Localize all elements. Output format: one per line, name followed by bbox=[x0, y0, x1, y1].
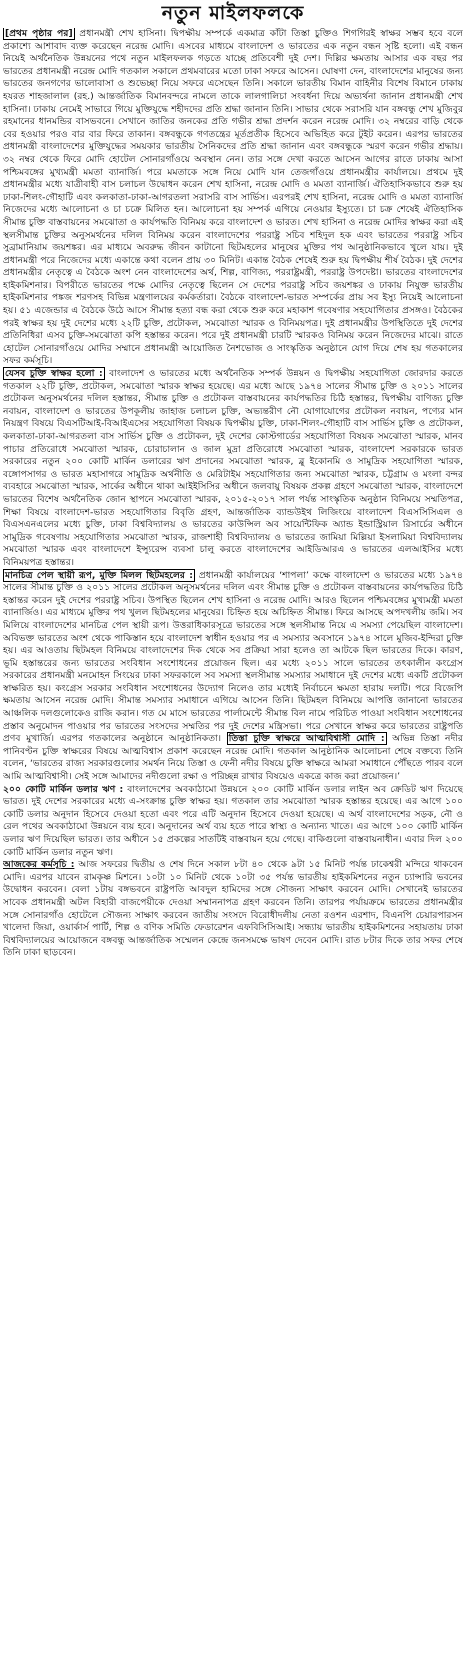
section-heading: ২০০ কোটি মার্কিন ডলার ঋণ : bbox=[3, 783, 124, 795]
section-heading: মানচিত্র পেল স্থায়ী রূপ, মুক্তি মিলল ছিটমহলের : bbox=[5, 569, 193, 581]
article-section-loan bbox=[3, 784, 463, 860]
section-text: বাংলাদেশ ও ভারতের মধ্যে অর্থনৈতিক সম্পর্ক উন্নয়ন ও দ্বিপক্ষীয় সহযোগিতা জোরদার করতে গতকাল ২২টি চুক্তি, প্রটোকল, সমঝোতা স্মারক স্বাক্ষর হয়েছে। এর মধ্যে আছে ১৯৭৪ সালের সীমান্ত চুক্তি ও ২০১১ সালের প্রটোকল অনুসমর্থনের দলিল হস্তান্তর, সীমান্ত চুক্তি ও প্রটোকল বাস্তবায়নের কার্যপদ্ধতির চিঠি হস্তান্তর, দ্বিপক্ষীয় বাণিজ্য চুক্তি নবায়ন, বাংলাদেশ ও ভারতের উপকূলীয় জাহাজ চলাচল চুক্তি, অভ্যন্তরীণ নৌ যোগাযোগের প্রটোকল নবায়ন, পণ্যের মান নিয়ন্ত্রণ বিষয়ে বিএসটিআই-বিআইএসের সহযোগিতা বিষয়ক দ্বিপক্ষীয় চুক্তি, ঢাকা-শিলং-গৌহাটি বাস সার্ভিস চুক্তি ও প্রটোকল, কলকাতা-ঢাকা-আগরতলা বাস সার্ভিস চুক্তি ও প্রটোকল, দুই দেশের কোস্টগার্ডের সহযোগিতা বিষয়ক সমঝোতা স্মারক, মানব পাচার প্রতিরোধে সমঝোতা স্মারক, চোরাচালান ও জাল মুদ্রা প্রতিরোধে সমঝোতা স্মারক, বাংলাদেশ সরকারকে ভারত সরকারের নতুন ২০০ কোটি মার্কিন ডলারের ঋণ প্রদানের সমঝোতা স্মারক, ব্লু ইকোনমি ও সামুদ্রিক সহযোগিতা স্মারক, বঙ্গোপসাগর ও ভারত মহাসাগরে সামুদ্রিক অর্থনীতি ও মেরিটাইম সহযোগিতার জন্য সমঝোতা স্মারক, চট্টগ্রাম ও মংলা বন্দর ব্যবহারে সমঝোতা স্মারক, সার্কের অধীনে থাকা আইইসিসির অধীনে জলবায়ু বিষয়ক প্রকল্প গ্রহণে সমঝোতা স্মারক, বাংলাদেশে ভারতের বিশেষ অর্থনৈতিক জোন স্থাপনে সমঝোতা স্মারক, ২০১৫-২০১৭ সাল পর্যন্ত সাংস্কৃতিক অনুষ্ঠান বিনিময়ে সম্মতিপত্র, শিক্ষা বিষয়ে বাংলাদেশ-ভারত সহযোগিতার বিবৃতি গ্রহণ, আন্তর্জাতিক ব্যান্ডউইথ লিজিংয়ে বাংলাদেশ বিএসসিসিএল ও বিএসএনএলের মধ্যে চুক্তি, ঢাকা বিশ্ববিদ্যালয় ও ভারতের কাউন্সিল অব সায়েন্টিফিক অ্যান্ড ইন্ডাস্ট্রিয়াল রিসার্চের অধীনে সামুদ্রিক গবেষণায় সহযোগিতার সমঝোতা স্মারক, রাজশাহী বিশ্ববিদ্যালয় ও ভারতের জামিয়া মিল্লিয়া ইসলামিয়া বিশ্ববিদ্যালয় সমঝোতা স্মারক এবং বাংলাদেশে ইন্স্যুরেন্স ব্যবসা চালু করতে বাংলাদেশের আইডিআরএ ও ভারতের এলআইসির মধ্যে বিনিময়পত্র হস্তান্তর। bbox=[3, 368, 463, 568]
section-text: অভিন্ন তিস্তা নদীর পানিবণ্টন চুক্তি স্বাক্ষরের বিষয়ে আত্মবিশ্বাস প্রকাশ করেছেন নরেন্দ্র মোদি। গতকাল আনুষ্ঠানিক আলোচনা শেষে বক্তব্যে তিনি বলেন, ‘ভারতের রাজ্য সরকারগুলোর সমর্থন নিয়ে তিস্তা ও ফেনী নদীর বিষয়ে চুক্তি স্বাক্ষরে আমরা সমাধানে পৌঁছতে পারব বলে আমি আত্মবিশ্বাসী। সেই সঙ্গে আমাদের নদীগুলো রক্ষা ও পরিচ্ছন্ন রাখার বিষয়েও একত্রে কাজ করা প্রয়োজন।’ bbox=[3, 733, 463, 783]
article-section-agreements bbox=[3, 368, 463, 570]
section-heading: যেসব চুক্তি স্বাক্ষর হলো : bbox=[5, 368, 103, 380]
article-body bbox=[3, 28, 463, 1663]
section-text: আজ সফরের দ্বিতীয় ও শেষ দিনে সকাল ৮টা ৪০ থেকে ৯টা ১৫ মিনিট পর্যন্ত ঢাকেশ্বরী মন্দিরে থাকবেন মোদি। এরপর যাবেন রামকৃষ্ণ মিশনে। ১০টা ১০ মিনিট থেকে ১০টা ৩৫ পর্যন্ত ভারতীয় হাইকমিশনের নতুন চ্যান্সারি ভবনের উদ্বোধন করবেন। বেলা ১টায় বঙ্গভবনে রাষ্ট্রপতি আবদুল হামিদের সঙ্গে সৌজন্য সাক্ষাৎ করবেন মোদি। সেখানেই ভারতের সাবেক প্রধানমন্ত্রী অটল বিহারী বাজপেয়ীকে দেওয়া সম্মাননাপত্র গ্রহণ করবেন তিনি। তারপর পর্যায়ক্রমে ভারতের প্রধানমন্ত্রীর সঙ্গে সোনারগাঁও হোটেলে সৌজন্য সাক্ষাৎ করবেন জাতীয় সংসদে বিরোধীদলীয় নেতা রওশন এরশাদ, বিএনপি চেয়ারপারসন খালেদা জিয়া, ওয়ার্কার্স পার্টি, শিল্প ও বণিক সমিতি ফেডারেশন এফবিসিসিআই। সন্ধ্যায় ভারতীয় হাইকমিশনের সহায়তায় ঢাকা বিশ্ববিদ্যালয়ের আয়োজনে বঙ্গবন্ধু আন্তর্জাতিক সম্মেলন কেন্দ্রে জনসমক্ষে ভাষণ দেবেন মোদি। রাত ৮টার দিকে তার সফর শেষে তিনি ঢাকা ছাড়বেন। bbox=[3, 859, 463, 959]
article-headline: নতুন মাইলফলকে bbox=[161, 2, 305, 24]
article-section-map bbox=[3, 570, 463, 784]
section-text: প্রধানমন্ত্রী কার্যালয়ের ‘শাপলা’ কক্ষে বাংলাদেশ ও ভারতের মধ্যে ১৯৭৪ সালের সীমান্ত চুক্তি ও ২০১১ সালের প্রটোকল অনুসমর্থনের দলিল এবং সীমান্ত চুক্তি ও প্রটোকল বাস্তবায়নের কার্যপদ্ধতির চিঠি হস্তান্তর করেন দুই দেশের পররাষ্ট্র সচিব। উপস্থিত ছিলেন শেখ হাসিনা ও নরেন্দ্র মোদি। আরও ছিলেন পশ্চিমবঙ্গের মুখ্যমন্ত্রী মমতা ব্যানার্জিও। এর মাধ্যমে মুক্তির পথ খুলল ছিটমহলের মানুষের। চিহ্নিত হয়ে অচিহ্নিত সীমান্ত। ফিরে আসছে অপদখলীয় জমি। সব মিলিয়ে বাংলাদেশের মানচিত্র পেল স্থায়ী রূপ। উত্তরাধিকারসূত্রে ভারতের সঙ্গে স্থলসীমান্ত নিয়ে এ সমস্যা পেয়েছিল বাংলাদেশ। অবিভক্ত ভারতের অংশ থেকে পাকিস্তান হয়ে বাংলাদেশ স্বাধীন হওয়ার পর এ সমস্যার অবসানে ১৯৭৪ সালে মুজিব-ইন্দিরা চুক্তি হয়। এর আওতায় ছিটমহল বিনিময়ে বাংলাদেশের দিক থেকে সব প্রক্রিয়া সারা হলেও তা আটকে ছিল ভারতের দিকে। কারণ, ভূমি হস্তান্তরের জন্য ভারতের সংবিধান সংশোধনের প্রয়োজন ছিল। এর মধ্যে ২০১১ সালে ভারতের তৎকালীন কংগ্রেস সরকারের প্রধানমন্ত্রী মনমোহন সিংয়ের ঢাকা সফরকালে সব সমস্যা স্থলসীমান্ত সমস্যার সমাধানে দুই দেশের মধ্যে একটি প্রটোকল স্বাক্ষরিত হয়। কংগ্রেস সরকার সংবিধান সংশোধনের উদ্যোগ নিলেও তার মধ্যেই নির্বাচনে ক্ষমতা হারায় দলটি। পরে বিজেপি ক্ষমতায় আসেন নরেন্দ্র মোদি। সীমান্ত সমস্যার সমাধানে এগিয়ে আসেন তিনি। ছিটমহল বিনিময়ে আপত্তি জানানো ভারতের আঞ্চলিক দলগুলোকেও রাজি করান। গত মে মাসে ভারতের পার্লামেন্টে সীমান্ত বিল নামে পরিচিত পাওয়া সংবিধান সংশোধনের প্রস্তাব অনুমোদন পাওয়ার পর ভারতের সংসদের সম্মতির পর দুই দেশের মন্ত্রিসভা। পরে সেখানে স্বাক্ষর করে ভারতের রাষ্ট্রপতি প্রণব মুখার্জি। এরপর গতকালের অনুষ্ঠানে আনুষ্ঠানিকতা। bbox=[3, 569, 463, 745]
section-text: প্রধানমন্ত্রী শেখ হাসিনা। দ্বিপক্ষীয় সম্পর্কে একমাত্র কাঁটা তিস্তা চুক্তিও শিগগিরই স্বাক্ষর সম্ভব হবে বলে প্রকাশ্যে আশাবাদ ব্যক্ত করেছেন নরেন্দ্র মোদি। এসবের মাধ্যমে বাংলাদেশ ও ভারতের এক নতুন বন্ধন সৃষ্টি হলো। এই বন্ধন নিয়েই অর্থনৈতিক উন্নয়নের পথে নতুন মাইলফলক গড়তে যাচ্ছে প্রতিবেশী দুই দেশ। দিল্লির ক্ষমতায় আসার এক বছর পর ভারতের প্রধানমন্ত্রী নরেন্দ্র মোদি গতকাল সকালে প্রথমবারের মতো ঢাকা সফরে আসেন। ঘোষণা দেন, বাংলাদেশের মানুষের জন্য ভারতের জনগণের ভালোবাসা ও শুভেচ্ছা নিয়ে সফরে এসেছেন তিনি। সকালে ভারতীয় বিমান বাহিনীর বিশেষ বিমানে ঢাকায় হযরত শাহজালাল (রহ.) আন্তর্জাতিক বিমানবন্দরে নামলে তাকে লালগালিচা সংবর্ধনা দিয়ে অভ্যর্থনা জানান প্রধানমন্ত্রী শেখ হাসিনা। ঢাকায় নেমেই সাভারে গিয়ে মুক্তিযুদ্ধে শহীদদের প্রতি শ্রদ্ধা জানান তিনি। সাভার থেকে সরাসরি যান বঙ্গবন্ধু শেখ মুজিবুর রহমানের ধানমন্ডির বাসভবনে। সেখানে জাতির জনকের প্রতি গভীর শ্রদ্ধা প্রদর্শন করেন নরেন্দ্র মোদি। ৩২ নম্বরের বাড়ি থেকে বের হওয়ার পরও বার বার ফিরে তাকান। বঙ্গবন্ধুকে গণতন্ত্রের মূর্তপ্রতীক হিসেবে অভিহিত করে টুইট করেন। এরপর ভারতের প্রধানমন্ত্রী বাংলাদেশের মুক্তিযুদ্ধের সময়কার ভারতীয় সৈনিকদের প্রতি শ্রদ্ধা জানান এবং বঙ্গবন্ধুকে স্মরণ করেন গভীর শ্রদ্ধায়। ৩২ নম্বর থেকে ফিরে মোদি হোটেল সোনারগাঁওয়ে অবস্থান নেন। তার সঙ্গে দেখা করতে আসেন আগের রাতে ঢাকায় আসা পশ্চিমবঙ্গের মুখ্যমন্ত্রী মমতা ব্যানার্জি। পরে মমতাকে সঙ্গে নিয়ে মোদি যান তেজগাঁওয়ে প্রধানমন্ত্রীর কার্যালয়ে। প্রথমে দুই প্রধানমন্ত্রীর মধ্যে যাত্রীবাহী বাস চলাচল উদ্বোধন করেন শেখ হাসিনা, নরেন্দ্র মোদি ও মমতা ব্যানার্জি। ঐতিহাসিকভাবে শুরু হয় ঢাকা-শিলং-গৌহাটি এবং কলকাতা-ঢাকা-আগরতলা সরাসরি বাস সার্ভিস। এরপরই শেখ হাসিনা, নরেন্দ্র মোদি ও মমতা ব্যানার্জি নিজেদের মধ্যে আলোচনা ও চা চক্রে মিলিত হন। আলোচনা হয় সম্পর্ক এগিয়ে নেওয়ার ইস্যুতে। চা চক্র শেষেই ঐতিহাসিক সীমান্ত চুক্তি বাস্তবায়নের সমঝোতা ও কার্যপদ্ধতি বিনিময় করে বাংলাদেশ ও ভারত। শেখ হাসিনা ও নরেন্দ্র মোদির স্বাক্ষর করা এই স্থলসীমান্ত চুক্তির অনুসমর্থনের দলিল বিনিময় করেন বাংলাদেশের পররাষ্ট্র সচিব শহিদুল হক এবং ভারতের পররাষ্ট্র সচিব সুব্রামানিয়াম জয়শঙ্কর। এর মাধ্যমে অবরুদ্ধ জীবন কাটানো ছিটমহলের মানুষের মুক্তির পথ আনুষ্ঠানিকভাবে খুলে যায়। দুই প্রধানমন্ত্রী পরে নিজেদের মধ্যে একান্তে কথা বলেন প্রায় ৩০ মিনিট। একান্ত বৈঠক শেষেই শুরু হয় দ্বিপক্ষীয় শীর্ষ বৈঠক। দুই দেশের প্রধানমন্ত্রীর নেতৃত্বে এ বৈঠকে অংশ নেন বাংলাদেশের অর্থ, শিল্প, বাণিজ্য, পররাষ্ট্রমন্ত্রী, পররাষ্ট্র উপদেষ্টা। ভারতের বাংলাদেশের হাইকমিশনার। বিপরীতে ভারতের পক্ষে মোদির নেতৃত্বে ছিলেন সে দেশের পররাষ্ট্র সচিব জয়শঙ্কর ও ঢাকায় নিযুক্ত ভারতীয় হাইকমিশনার পঙ্কজ শরণসহ বিভিন্ন মন্ত্রণালয়ের কর্মকর্তারা। বৈঠকে বাংলাদেশ-ভারত সম্পর্কের প্রায় সব ইস্যু নিয়েই আলোচনা হয়। ৫১ এজেন্ডার এ বৈঠকে উঠে আসে সীমান্ত হত্যা বন্ধ করা থেকে শুরু করে মহাকাশ গবেষণার সহযোগিতার প্রসঙ্গও। বৈঠকের পরই স্বাক্ষর হয় দুই দেশের মধ্যে ২২টি চুক্তি, প্রটোকল, সমঝোতা স্মারক ও বিনিময়পত্র। দুই প্রধানমন্ত্রীর উপস্থিতিতে দুই দেশের প্রতিনিধিরা এসব চুক্তি-সমঝোতা কপি হস্তান্তর করেন। পরে দুই প্রধানমন্ত্রী চারটি স্মারকও বিনিময় করেন নিজেদের মাঝে। রাতে হোটেল সোনারগাঁওয়ে মোদির সম্মানে প্রধানমন্ত্রী আয়োজিত নৈশভোজ ও সাংস্কৃতিক অনুষ্ঠানে যোগ দিয়ে শেষ হয় গতকালের সফর কর্মসূচি। bbox=[3, 28, 463, 367]
article-section-schedule bbox=[3, 859, 463, 960]
article-section-intro bbox=[3, 28, 463, 368]
news-article bbox=[3, 0, 463, 1671]
section-heading: তিস্তা চুক্তি স্বাক্ষরে আত্মবিশ্বাসী মোদি : bbox=[228, 733, 385, 745]
section-text: বাংলাদেশের অবকাঠামো উন্নয়নে ২০০ কোটি মার্কিন ডলার লাইন অব ক্রেডিট ঋণ দিয়েছে ভারত। দুই দেশের সরকারের মধ্যে এ-সংক্রান্ত চুক্তি স্বাক্ষর হয়। গতকাল তার সমঝোতা স্মারক হস্তান্তর হয়েছে। এর আগে ১০০ কোটি ডলার অনুদান হিসেবে দেওয়া হতো এবং পরে এটি অনুদান হিসেবে দেওয়া হয়েছে। এ অর্থ বাংলাদেশের সড়ক, নৌ ও রেল পথের অবকাঠামো উন্নয়নে ব্যয় হবে। অনুদানের অর্থ ব্যয় হতে পারে স্বাস্থ্য ও অন্যান্য খাতে। এর আগে ১০০ কোটি মার্কিন ডলার ঋণ দিয়েছিল ভারত। তার অধীনে ১৫ প্রকল্পের সাতটিই বাস্তবায়ন হয়ে গেছে। বাকিগুলো বাস্তবায়নাধীন। এবার দিল ২০০ কোটি মার্কিন ডলার নতুন ঋণ। bbox=[3, 783, 463, 858]
continuation-label: [প্রথম পৃষ্ঠার পর] bbox=[5, 28, 73, 39]
section-heading: আজকের কর্মসূচি : bbox=[3, 859, 75, 871]
